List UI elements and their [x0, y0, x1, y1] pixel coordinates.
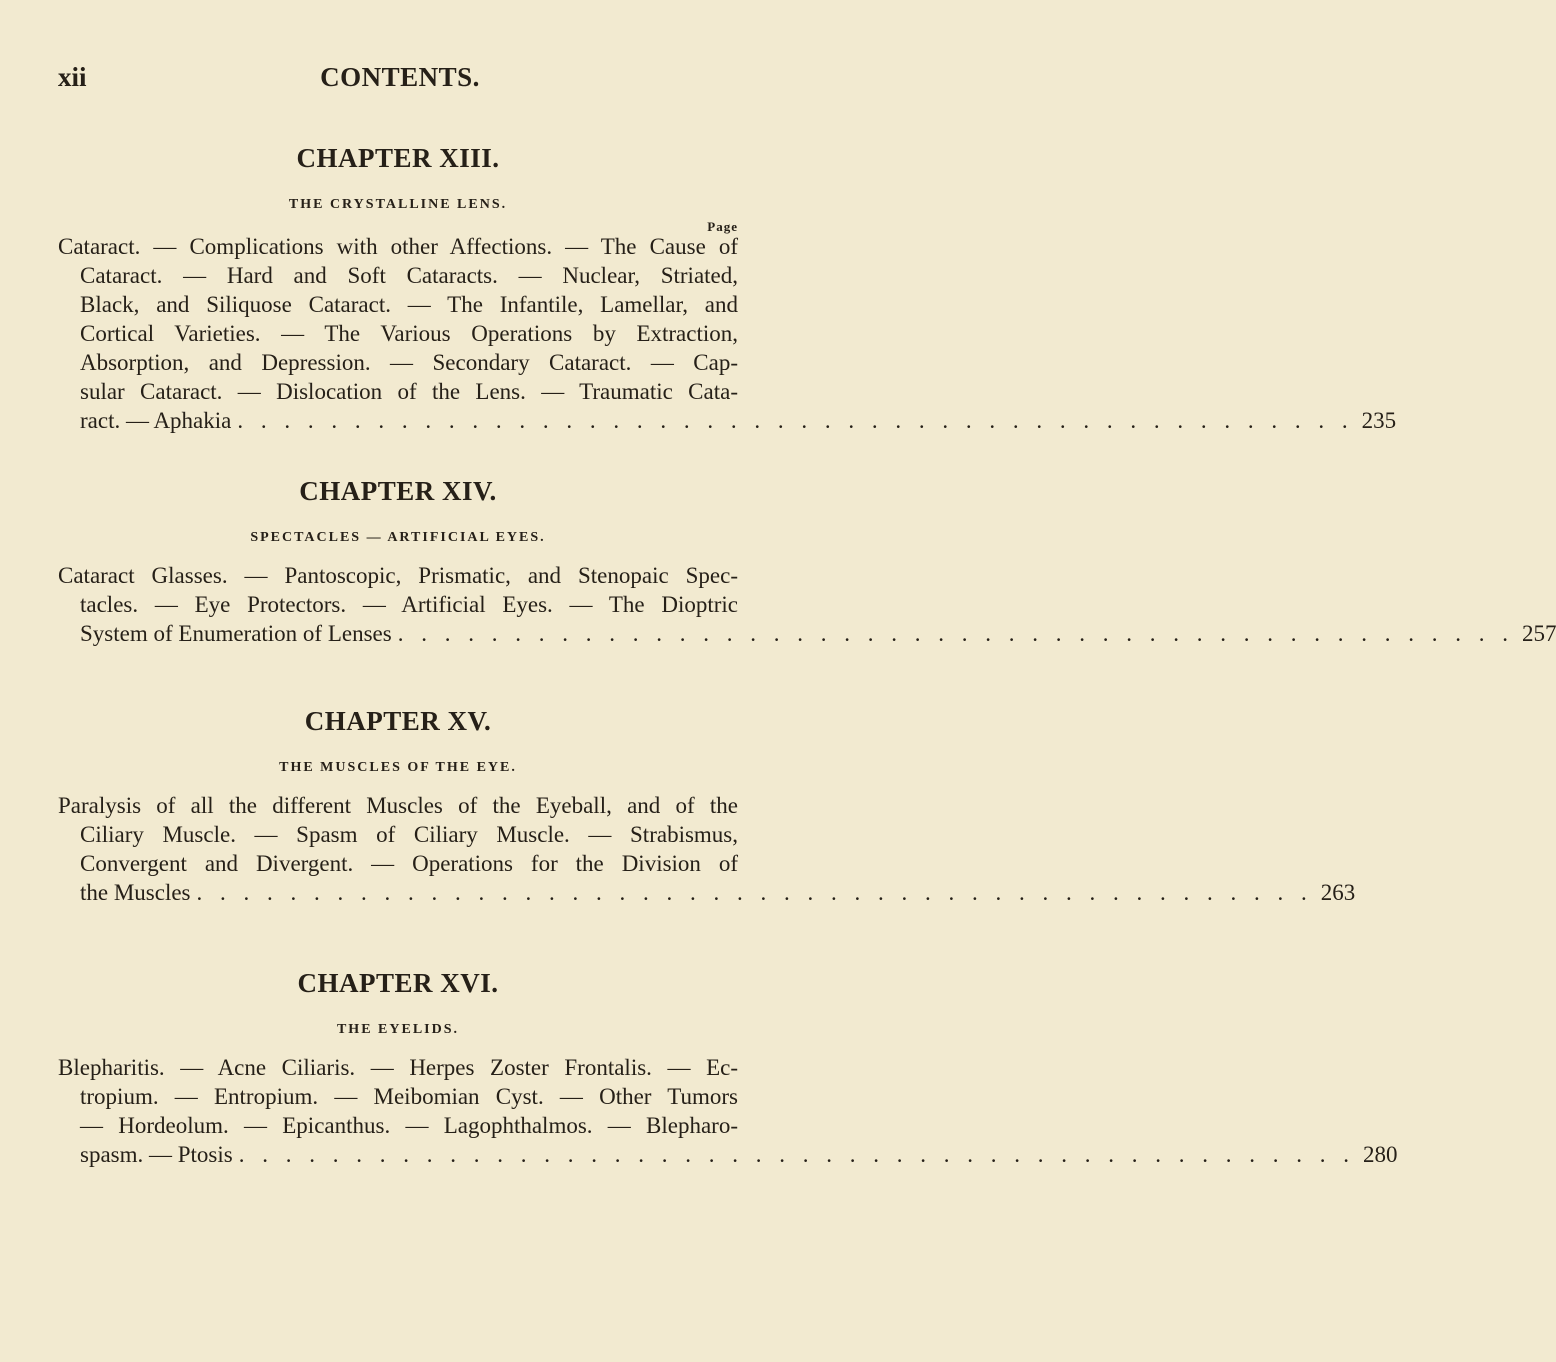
chapter-title: CHAPTER XVI. — [297, 968, 499, 998]
page-reference: 235 — [1361, 408, 1397, 433]
page-reference: 280 — [1362, 1142, 1398, 1167]
page-number: xii — [58, 62, 87, 92]
chapter-title: CHAPTER XIV. — [299, 476, 497, 506]
page-reference: 257 — [1521, 621, 1556, 646]
page-column-label: Page — [707, 219, 738, 234]
dot-leader: . . . . . . . . . . . . . . . . . . . . . . . . . . . . . . . . . . . . . . . . . . . . . . . . — [397, 621, 1514, 646]
chapter-title: CHAPTER XV. — [304, 706, 492, 736]
summary-line: Cortical Varieties. — The Various Operations by Extraction, — [80, 321, 738, 346]
chapter-subtitle: THE MUSCLES OF THE EYE. — [279, 760, 517, 775]
summary-line: Paralysis of all the different Muscles of the Eyeball, and of the — [58, 793, 738, 818]
chapter-summary — [58, 791, 1356, 907]
summary-line: — Hordeolum. — Epicanthus. — Lagophthalmos. — Blepharo- — [80, 1113, 738, 1138]
summary-last-line — [58, 406, 1397, 435]
summary-line: Cataract. — Complications with other Affections. — The Cause of — [58, 234, 738, 259]
dot-leader: . . . . . . . . . . . . . . . . . . . . . . . . . . . . . . . . . . . . . . . . . . . . . . . . — [237, 408, 1354, 433]
summary-line: System of Enumeration of Lenses — [80, 621, 392, 646]
chapter-subtitle: THE EYELIDS. — [336, 1022, 460, 1037]
chapter-subtitle: THE CRYSTALLINE LENS. — [288, 197, 508, 212]
summary-line: Blepharitis. — Acne Ciliaris. — Herpes Zoster Frontalis. — Ec- — [58, 1055, 738, 1080]
summary-line: tacles. — Eye Protectors. — Artificial Eyes. — The Dioptric — [80, 592, 738, 617]
dot-leader: . . . . . . . . . . . . . . . . . . . . . . . . . . . . . . . . . . . . . . . . . . . . . . . . — [238, 1142, 1355, 1167]
summary-line: Ciliary Muscle. — Spasm of Ciliary Muscle. — Strabismus, — [80, 822, 738, 847]
summary-line: Absorption, and Depression. — Secondary Cataract. — Cap- — [80, 350, 738, 375]
chapter-xvi — [58, 967, 1398, 1169]
chapter-xiii — [58, 142, 1397, 435]
summary-last-line — [58, 619, 1556, 648]
running-header — [58, 62, 742, 96]
summary-line: spasm. — Ptosis — [80, 1142, 233, 1167]
summary-line: Black, and Siliquose Cataract. — The Infantile, Lamellar, and — [80, 292, 738, 317]
summary-line: tropium. — Entropium. — Meibomian Cyst. — Other Tumors — [80, 1084, 738, 1109]
summary-line: ract. — Aphakia — [80, 408, 232, 433]
chapter-summary — [58, 561, 1556, 648]
chapter-title: CHAPTER XIII. — [296, 143, 500, 173]
summary-line: Cataract Glasses. — Pantoscopic, Prismatic, and Stenopaic Spec- — [58, 563, 738, 588]
chapter-subtitle: SPECTACLES — ARTIFICIAL EYES. — [250, 530, 546, 545]
summary-line: the Muscles — [80, 880, 191, 905]
chapter-summary — [58, 1053, 1398, 1169]
summary-line: Convergent and Divergent. — Operations for the Division of — [80, 851, 738, 876]
dot-leader: . . . . . . . . . . . . . . . . . . . . . . . . . . . . . . . . . . . . . . . . . . . . . . . . — [196, 880, 1313, 905]
summary-line: Cataract. — Hard and Soft Cataracts. — Nuclear, Striated, — [80, 263, 738, 288]
running-title: CONTENTS. — [320, 62, 480, 92]
chapter-xiv — [58, 475, 1556, 648]
chapter-summary — [58, 232, 1397, 435]
summary-last-line — [58, 1140, 1398, 1169]
summary-line: sular Cataract. — Dislocation of the Lens. — Traumatic Cata- — [80, 379, 738, 404]
chapter-xv — [58, 705, 1356, 907]
summary-last-line — [58, 878, 1356, 907]
page-reference: 263 — [1320, 880, 1356, 905]
